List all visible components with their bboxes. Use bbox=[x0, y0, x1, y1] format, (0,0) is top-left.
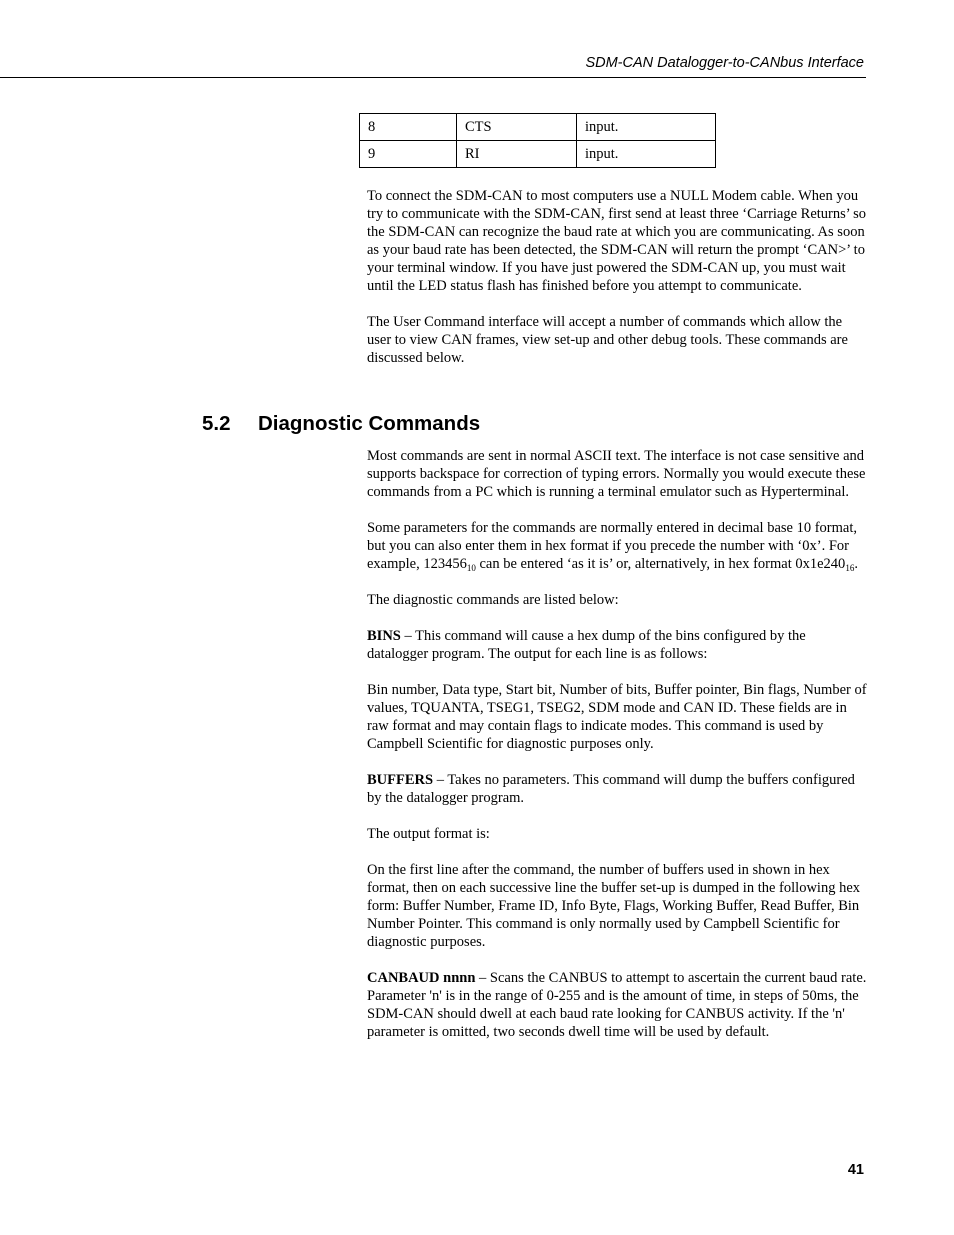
direction-cell: input. bbox=[577, 114, 716, 141]
intro-paragraph-2: The User Command interface will accept a number of commands which allow the user to view CAN frames, view set-up and other debug tools. These commands are discussed below. bbox=[367, 314, 848, 366]
pin-cell: 9 bbox=[360, 141, 457, 168]
number-format-paragraph: Some parameters for the commands are normally entered in decimal base 10 format, but you can also enter them in hex format if you precede the number with ‘0x’. For example, $123456_{10}$ can be entered ‘as it is’ or, alternatively, in hex format $0x1e240_{16}$. bbox=[367, 520, 858, 573]
canbaud-term: CANBAUD nnnn bbox=[367, 970, 476, 986]
section-number: 5.2 bbox=[202, 412, 231, 435]
bins-command: BINS – This command will cause a hex dump of the bins configured by the datalogger program. The output for each line is as follows: bbox=[367, 628, 806, 662]
buffers-detail: On the first line after the command, the number of buffers used in shown in hex format, then on each successive line the buffer set-up is dumped in the following hex form: Buffer Number, Frame ID, Info Byte, Flags, Working Buffer, Read Buffer, Bin Number Pointer. This command is only normally used by Campbell Scientific for diagnostic purposes. bbox=[367, 862, 860, 950]
signal-cell: RI bbox=[457, 141, 577, 168]
pin-table bbox=[359, 113, 716, 168]
page-header bbox=[0, 0, 866, 78]
output-format-label: The output format is: bbox=[367, 826, 490, 842]
subscript-base-10: 10 bbox=[466, 563, 476, 573]
commands-intro: The diagnostic commands are listed below: bbox=[367, 592, 619, 608]
overview-paragraph: Most commands are sent in normal ASCII text. The interface is not case sensitive and supports backspace for correction of typing errors. Normally you would execute these commands from a PC which is running a terminal emulator such as Hyperterminal. bbox=[367, 448, 866, 500]
signal-cell: CTS bbox=[457, 114, 577, 141]
section-body bbox=[367, 447, 867, 1059]
section-heading bbox=[202, 412, 480, 436]
section-title: Diagnostic Commands bbox=[258, 412, 481, 435]
intro-text bbox=[367, 187, 867, 385]
page-number: 41 bbox=[847, 1162, 864, 1178]
table-row bbox=[360, 114, 716, 141]
table-row bbox=[360, 141, 716, 168]
subscript-base-16: 16 bbox=[845, 563, 855, 573]
header-title: SDM-CAN Datalogger-to-CANbus Interface bbox=[585, 55, 864, 71]
buffers-term: BUFFERS bbox=[367, 772, 434, 788]
direction-cell: input. bbox=[577, 141, 716, 168]
bins-term: BINS bbox=[367, 628, 401, 644]
buffers-command: BUFFERS – Takes no parameters. This command will dump the buffers configured by the datalogger program. bbox=[367, 772, 855, 806]
intro-paragraph-1: To connect the SDM-CAN to most computers use a NULL Modem cable. When you try to communicate with the SDM-CAN, first send at least three ‘Carriage Returns’ so the SDM-CAN can recognize the baud rate at which you are communicating. As soon as your baud rate has been detected, the SDM-CAN will return the prompt ‘CAN>’ to your terminal window. If you have just powered the SDM-CAN up, you must wait until the LED status flash has finished before you attempt to communicate. bbox=[367, 188, 867, 294]
canbaud-command: CANBAUD nnnn – Scans the CANBUS to attempt to ascertain the current baud rate. Parameter 'n' is in the range of 0-255 and is the amount of time, in steps of 50ms, the SDM-CAN should dwell at each baud rate looking for CANBUS activity. If the 'n' parameter is omitted, two seconds dwell time will be used by default. bbox=[367, 970, 867, 1040]
pin-cell: 8 bbox=[360, 114, 457, 141]
bins-fields: Bin number, Data type, Start bit, Number of bits, Buffer pointer, Bin flags, Number of values, TQUANTA, TSEG1, TSEG2, SDM mode and CAN ID. These fields are in raw format and may contain flags to indicate modes. This command is used by Campbell Scientific for diagnostic purposes only. bbox=[367, 682, 867, 752]
